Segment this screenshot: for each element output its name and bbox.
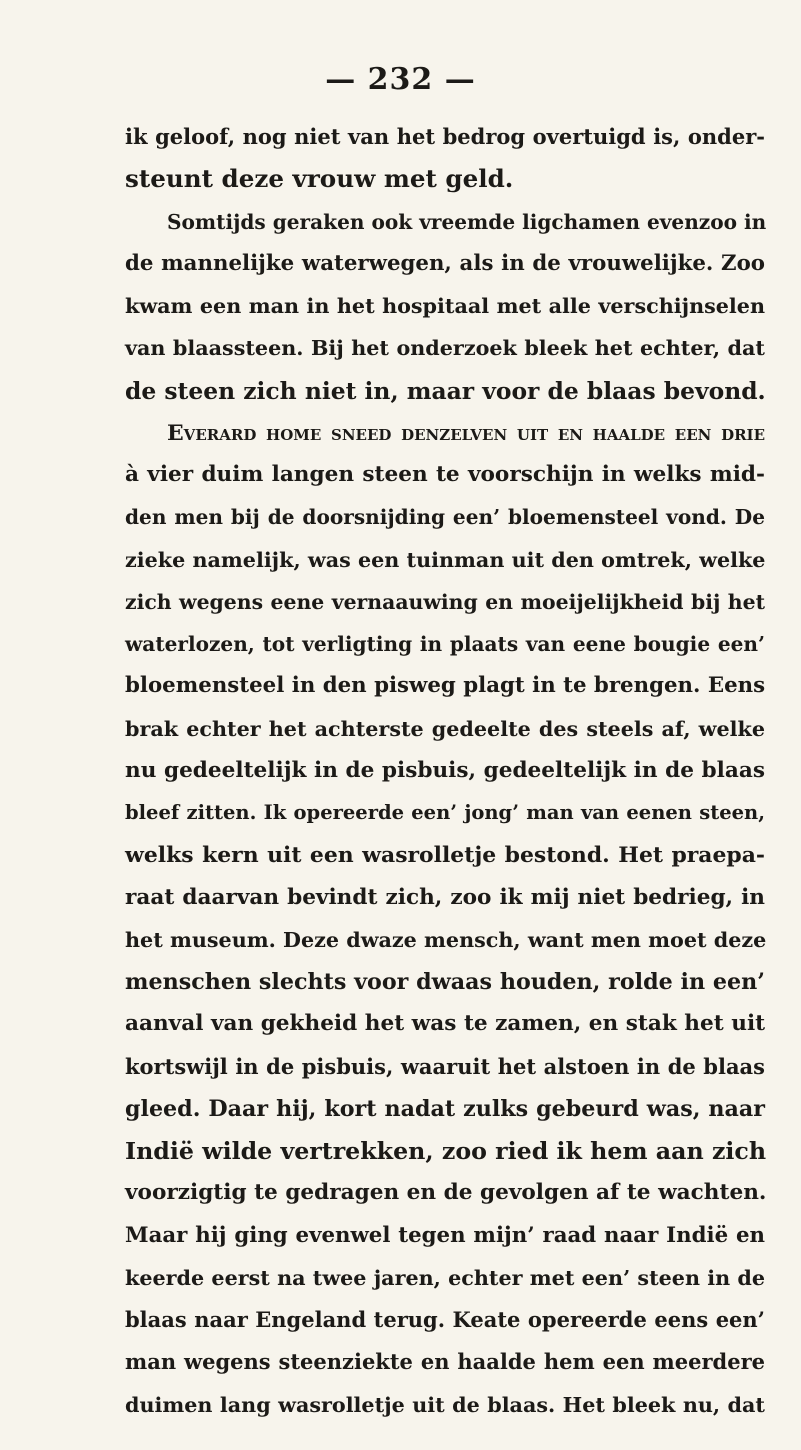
text-line-7: de steen zich niet in, maar voor de blaas bevond. — [125, 376, 766, 405]
text-line-5: kwam een man in het hospitaal met alle verschijnselen — [125, 294, 765, 318]
page-number: — 232 — — [325, 62, 476, 97]
text-line-24: gleed. Daar hij, kort nadat zulks gebeurd was, naar — [125, 1095, 765, 1122]
text-line-14: bloemensteel in den pisweg plagt in te brengen. Eens — [125, 673, 766, 699]
text-line-1: ik geloof, nog niet van het bedrog overtuigd is, onder- — [125, 124, 765, 149]
text-line-31: duimen lang wasrolletje uit de blaas. Het bleek nu, dat — [125, 1392, 765, 1417]
text-line-2: steunt deze vrouw met geld. — [125, 164, 514, 194]
text-line-28: keerde eerst na twee jaren, echter met een’ steen in de — [125, 1265, 765, 1290]
text-line-18: welks kern uit een wasrolletje bestond. Het praepa- — [125, 842, 765, 869]
text-line-27: Maar hij ging evenwel tegen mijn’ raad naar Indië en — [125, 1222, 765, 1248]
text-line-15: brak echter het achterste gedeelte des steels af, welke — [125, 716, 765, 741]
body-text — [125, 116, 765, 1426]
text-line-8-content: Everard home sneed denzelven uit en haalde een drie — [167, 419, 765, 446]
text-line-10: den men bij de doorsnijding een’ bloemensteel vond. De — [125, 505, 765, 530]
text-line-26: voorzigtig te gedragen en de gevolgen af te wachten. — [125, 1180, 767, 1206]
text-line-21: menschen slechts voor dwaas houden, rolde in een’ — [125, 969, 765, 995]
text-line-12: zich wegens eene vernaauwing en moeijelijkheid bij het — [125, 589, 765, 614]
text-line-11: zieke namelijk, was een tuinman uit den omtrek, welke — [125, 547, 766, 572]
text-line-30: man wegens steenziekte en haalde hem een meerdere — [125, 1349, 765, 1375]
text-line-19: raat daarvan bevindt zich, zoo ik mij niet bedrieg, in — [125, 884, 765, 910]
text-line-22: aanval van gekheid het was te zamen, en stak het uit — [125, 1011, 766, 1037]
text-line-17: bleef zitten. Ik opereerde een’ jong’ man van eenen steen, — [125, 801, 765, 824]
text-line-23: kortswijl in de pisbuis, waaruit het alstoen in de blaas — [125, 1053, 765, 1079]
text-line-9: à vier duim langen steen te voorschijn in welks mid- — [125, 462, 765, 487]
text-line-25: Indië wilde vertrekken, zoo ried ik hem aan zich — [125, 1137, 767, 1165]
text-line-3: Somtijds geraken ook vreemde ligchamen evenzoo in — [167, 209, 767, 234]
text-line-13: waterlozen, tot verligting in plaats van eene bougie een’ — [125, 632, 765, 656]
text-line-16: nu gedeeltelijk in de pisbuis, gedeeltelijk in de blaas — [125, 757, 765, 783]
text-line-6: van blaassteen. Bij het onderzoek bleek het echter, dat — [125, 336, 765, 361]
text-line-8 — [125, 412, 765, 454]
text-line-4: de mannelijke waterwegen, als in de vrouwelijke. Zoo — [125, 250, 765, 276]
text-line-29: blaas naar Engeland terug. Keate opereerde eens een’ — [125, 1307, 765, 1332]
text-line-20: het museum. Deze dwaze mensch, want men moet deze — [125, 927, 767, 952]
